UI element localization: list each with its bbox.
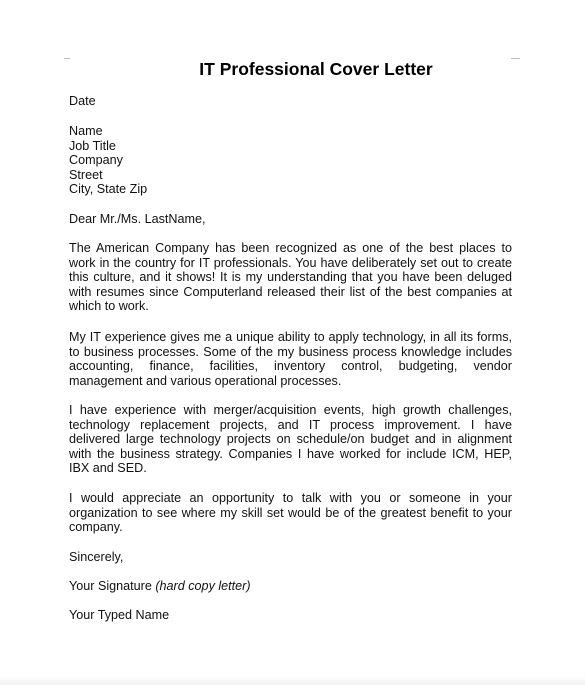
recipient-name: Name <box>69 124 103 138</box>
paragraph-line: I would appreciate an opportunity to talk with you or someone in your <box>69 491 512 505</box>
paragraph-line: which to work. <box>69 299 149 314</box>
date-line: Date <box>69 94 96 108</box>
signature-line <box>69 579 251 594</box>
salutation: Dear Mr./Ms. LastName, <box>69 212 206 226</box>
paragraph-line: management and various operational processes. <box>69 373 342 388</box>
signature-label: Your Signature <box>69 579 152 593</box>
recipient-street: Street <box>69 167 103 182</box>
paragraph-line: organization to see where my skill set would be of the greatest benefit to your <box>69 505 512 520</box>
paragraph-line: with resumes since Computerland released their list of the best companies at <box>69 284 512 299</box>
paragraph-line: company. <box>69 520 123 535</box>
paragraph-line: My IT experience gives me a unique ability to apply technology, in all its forms, <box>69 330 512 344</box>
paragraph-line: accounting, finance, facilities, inventory control, budgeting, vendor <box>69 359 512 374</box>
paragraph-line: delivered large technology projects on schedule/on budget and in alignment <box>69 432 512 447</box>
paragraph-4 <box>69 491 512 535</box>
recipient-job-title: Job Title <box>69 138 116 153</box>
typed-name: Your Typed Name <box>69 608 170 622</box>
paragraph-line: work in the country for IT professionals. You have deliberately set out to create <box>69 255 512 270</box>
paragraph-line: IBX and SED. <box>69 461 147 476</box>
paragraph-3 <box>69 403 512 476</box>
paragraph-line: this culture, and it shows! It is my understanding that you have been deluged <box>69 270 512 285</box>
signature-note: (hard copy letter) <box>155 579 251 593</box>
recipient-city-state-zip: City, State Zip <box>69 182 148 197</box>
paragraph-line: to business processes. Some of the my business process knowledge includes <box>69 344 512 359</box>
paragraph-2 <box>69 330 512 388</box>
page-bottom-edge <box>0 675 585 685</box>
recipient-company: Company <box>69 153 123 168</box>
document-title: IT Professional Cover Letter <box>199 59 433 79</box>
paragraph-1 <box>69 241 512 314</box>
paragraph-line: with the business strategy. Companies I have worked for include ICM, HEP, <box>69 446 512 461</box>
paragraph-line: I have experience with merger/acquisition events, high growth challenges, <box>69 403 512 417</box>
paragraph-line: The American Company has been recognized as one of the best places to <box>69 241 512 255</box>
paragraph-line: technology replacement projects, and IT process improvement. I have <box>69 417 512 432</box>
closing: Sincerely, <box>69 550 124 564</box>
